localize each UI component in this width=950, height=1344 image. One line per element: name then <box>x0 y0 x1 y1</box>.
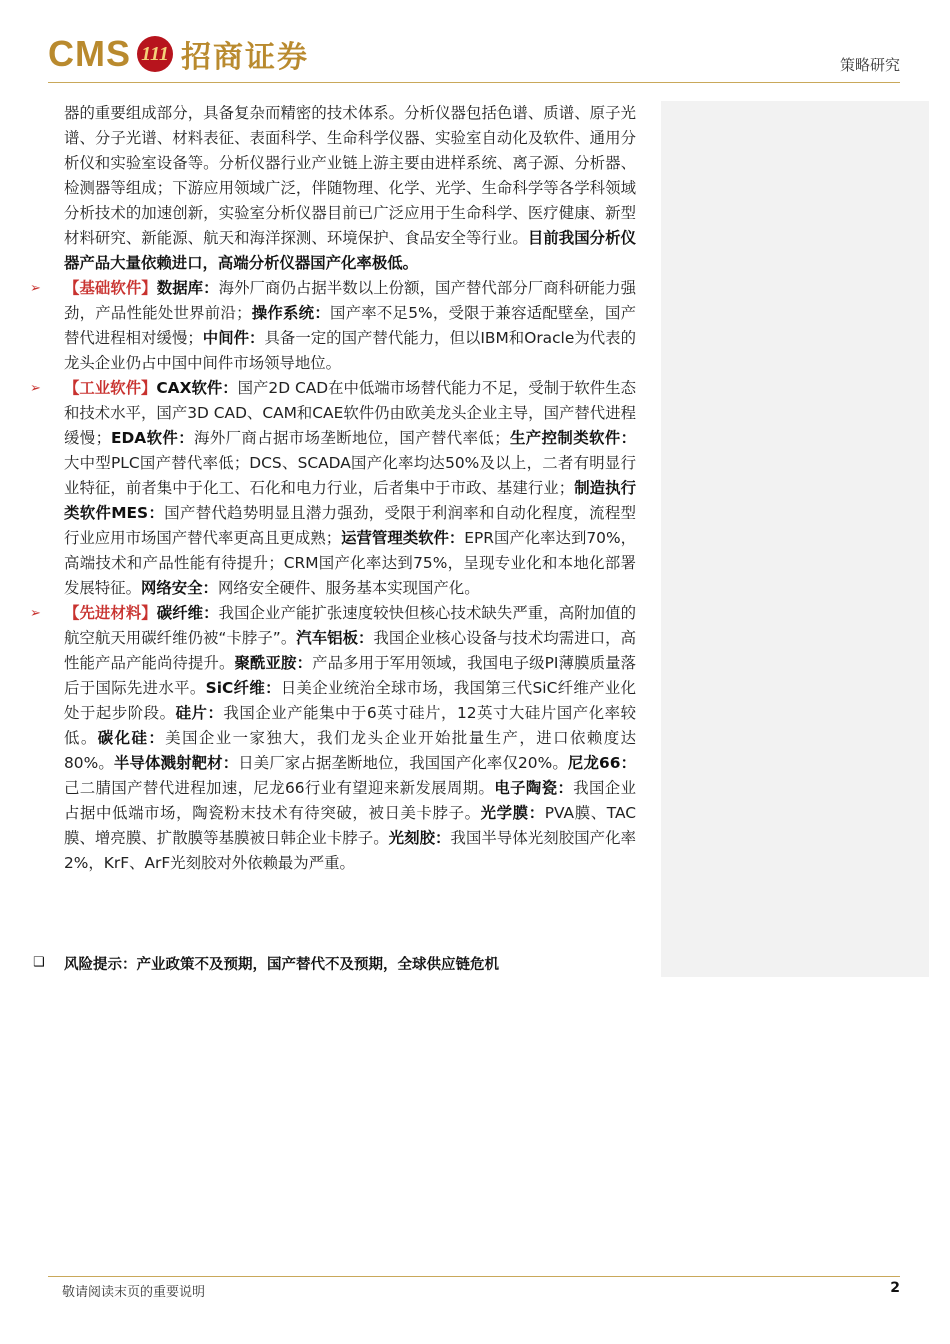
main-content <box>30 101 636 876</box>
bullet-item <box>30 601 636 876</box>
keyword-label: 操作系统： <box>251 304 330 322</box>
body-text: 我国企业产能集中于6英寸硅片，12英寸大硅片国产化率较低。 <box>64 704 636 747</box>
keyword-label: 中间件： <box>202 329 265 347</box>
body-text: 器的重要组成部分，具备复杂而精密的技术体系。分析仪器包括色谱、质谱、原子光谱、分子光谱、材料表征、表面科学、生命科学仪器、实验室自动化及软件、通用分析仪和实验室设备等。分析仪器行业产业链上游主要由进样系统、离子源、分析器、检测器等组成；下游应用领域广泛，伴随物理、化学、光学、生命科学等各学科领域分析技术的加速创新，实验室分析仪器目前已广泛应用于生命科学、医疗健康、新型材料研究、新能源、航天和海洋探测、环境保护、食品安全等行业。 <box>64 104 636 247</box>
page-number: 2 <box>890 1280 900 1296</box>
keyword-label: 光学膜： <box>480 804 545 822</box>
footer-disclaimer: 敬请阅读末页的重要说明 <box>62 1285 206 1300</box>
logo-badge-icon: 111 <box>137 36 173 72</box>
company-logo <box>48 34 309 74</box>
category-label: 【工业软件】 <box>64 379 157 397</box>
risk-warning: 风险提示：产业政策不及预期，国产替代不及预期，全球供应链危机 <box>64 957 499 973</box>
keyword-label: EDA软件： <box>111 429 195 447</box>
body-text: EPR国产化率达到70%，高端技术和产品性能有待提升；CRM国产化率达到75%，呈现专业化和本地化部署发展特征。 <box>64 529 636 597</box>
bullet-item <box>30 376 636 601</box>
keyword-label: 光刻胶： <box>388 829 451 847</box>
header-divider <box>48 82 900 83</box>
intro-paragraph <box>64 101 636 276</box>
body-text: 海外厂商仍占据半数以上份额，国产替代部分厂商科研能力强劲，产品性能处世界前沿； <box>64 279 636 322</box>
body-text: 日美厂家占据垄断地位，我国国产化率仅20%。 <box>238 754 568 772</box>
body-text: 具备一定的国产替代能力，但以IBM和Oracle为代表的龙头企业仍占中国中间件市场领导地位。 <box>64 329 636 372</box>
keyword-label: 聚酰亚胺： <box>234 654 313 672</box>
body-text: 美国企业一家独大，我们龙头企业开始批量生产，进口依赖度达80%。 <box>64 729 636 772</box>
arrow-bullet-icon: ➢ <box>30 381 41 396</box>
square-bullet-icon: ❑ <box>33 955 45 970</box>
category-label: 【基础软件】 <box>64 279 157 297</box>
body-text: 国产2D CAD在中低端市场替代能力不足，受制于软件生态和技术水平，国产3D CAD、CAM和CAE软件仍由欧美龙头企业主导，国产替代进程缓慢； <box>64 379 636 447</box>
keyword-label: 尼龙66： <box>567 754 636 772</box>
category-label: 【先进材料】 <box>64 604 157 622</box>
keyword-label: 半导体溅射靶材： <box>113 754 239 772</box>
bullet-list <box>30 276 636 876</box>
logo-chinese-text: 招商证券 <box>181 40 309 75</box>
keyword-label: 制造执行类软件MES： <box>64 479 636 522</box>
arrow-bullet-icon: ➢ <box>30 606 41 621</box>
body-text: 我国企业产能扩张速度较快但核心技术缺失严重，高附加值的航空航天用碳纤维仍被“卡脖子”。 <box>64 604 636 647</box>
keyword-label: CAX软件： <box>156 379 238 397</box>
keyword-label: 硅片： <box>175 704 224 722</box>
keyword-label: SiC纤维： <box>205 679 281 697</box>
report-section-label: 策略研究 <box>839 56 900 74</box>
keyword-label: 网络安全： <box>140 579 218 597</box>
logo-cms-text: CMS <box>48 33 131 74</box>
body-text: 我国企业占据中低端市场，陶瓷粉末技术有待突破，被日美卡脖子。 <box>64 779 636 822</box>
sidebar-panel <box>661 101 929 977</box>
body-text: PVA膜、TAC膜、增亮膜、扩散膜等基膜被日韩企业卡脖子。 <box>64 804 636 847</box>
body-text: 我国企业核心设备与技术均需进口，高性能产品产能尚待提升。 <box>64 629 636 672</box>
body-text: 国产替代趋势明显且潜力强劲，受限于利润率和自动化程度，流程型行业应用市场国产替代率更高且更成熟； <box>64 504 636 547</box>
body-text: 日美企业统治全球市场，我国第三代SiC纤维产业化处于起步阶段。 <box>64 679 636 722</box>
keyword-label: 电子陶瓷： <box>494 779 574 797</box>
body-text: 己二腈国产替代进程加速，尼龙66行业有望迎来新发展周期。 <box>64 779 495 797</box>
keyword-label: 数据库： <box>156 279 219 297</box>
keyword-label: 碳化硅： <box>97 729 166 747</box>
arrow-bullet-icon: ➢ <box>30 281 41 296</box>
bullet-item <box>30 276 636 376</box>
keyword-label: 碳纤维： <box>156 604 219 622</box>
body-text: 产品多用于军用领域，我国电子级PI薄膜质量落后于国际先进水平。 <box>64 654 636 697</box>
footer-divider <box>48 1276 900 1277</box>
keyword-label: 目前我国分析仪器产品大量依赖进口，高端分析仪器国产化率极低。 <box>64 229 636 272</box>
keyword-label: 汽车铝板： <box>296 629 374 647</box>
body-text: 大中型PLC国产替代率低；DCS、SCADA国产化率均达50%及以上，二者有明显行业特征，前者集中于化工、石化和电力行业，后者集中于市政、基建行业； <box>64 454 636 497</box>
body-text: 国产率不足5%，受限于兼容适配壁垒，国产替代进程相对缓慢； <box>64 304 636 347</box>
body-text: 我国半导体光刻胶国产化率2%，KrF、ArF光刻胶对外依赖最为严重。 <box>64 829 636 872</box>
keyword-label: 生产控制类软件： <box>509 429 636 447</box>
body-text: 网络安全硬件、服务基本实现国产化。 <box>217 579 480 597</box>
body-text: 海外厂商占据市场垄断地位，国产替代率低； <box>194 429 510 447</box>
keyword-label: 运营管理类软件： <box>341 529 465 547</box>
